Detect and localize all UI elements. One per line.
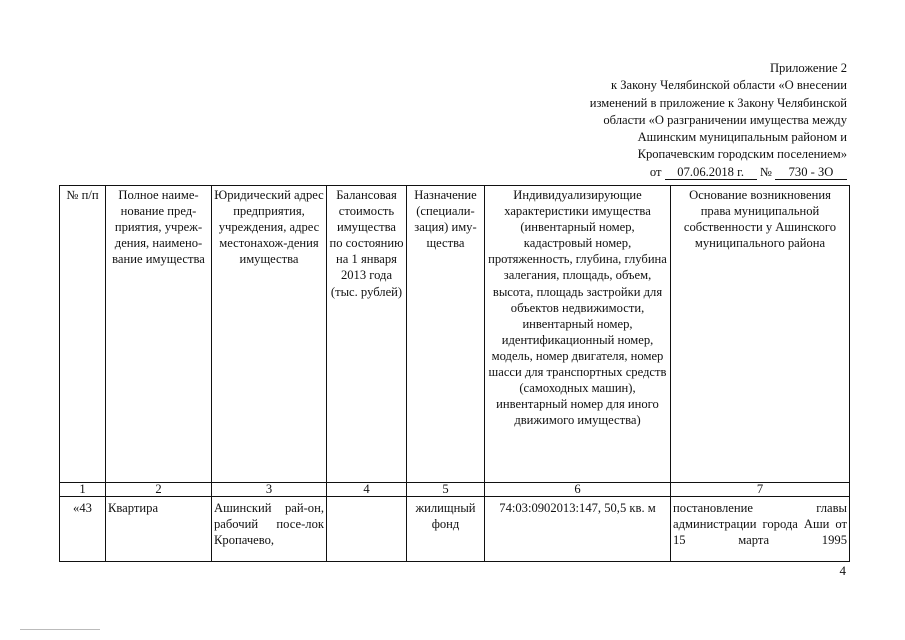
col-header-basis: Основание возникновения права муниципальной собственности у Ашинского муниципального района xyxy=(671,186,850,483)
column-number: 1 xyxy=(60,483,106,497)
table-row xyxy=(60,497,850,562)
column-number: 4 xyxy=(327,483,407,497)
document-header xyxy=(517,60,847,181)
header-line: изменений в приложение к Закону Челябинской xyxy=(589,95,847,110)
col-header-purpose: Назначение (специали-зация) иму-щества xyxy=(407,186,485,483)
column-number: 6 xyxy=(485,483,671,497)
number-prefix: № xyxy=(759,164,772,179)
scan-edge-line xyxy=(20,629,100,630)
col-header-address: Юридический адрес предприятия, учреждения, адрес местонахож-дения имущества xyxy=(212,186,327,483)
date-prefix: от xyxy=(649,164,662,179)
col-header-number: № п/п xyxy=(60,186,106,483)
row-value xyxy=(327,497,407,562)
law-date-number xyxy=(517,164,847,181)
row-address: Ашинский рай-он, рабочий посе-лок Кропачево, xyxy=(212,497,327,562)
table-header-row xyxy=(60,186,850,483)
appendix-title: Приложение 2 xyxy=(769,61,847,75)
column-number: 3 xyxy=(212,483,327,497)
row-characteristics: 74:03:0902013:147, 50,5 кв. м xyxy=(485,497,671,562)
row-number: «43 xyxy=(60,497,106,562)
row-purpose: жилищный фонд xyxy=(407,497,485,562)
header-line: к Закону Челябинской области «О внесении xyxy=(610,78,847,93)
row-basis: постановление главы администрации города Аши от 15 марта 1995 xyxy=(671,497,850,562)
col-header-value: Балансовая стоимость имущества по состоянию на 1 января 2013 года (тыс. рублей) xyxy=(327,186,407,483)
law-number: 730 - ЗО xyxy=(775,165,847,180)
page-number: 4 xyxy=(839,563,846,578)
law-date: 07.06.2018 г. xyxy=(665,165,757,180)
row-name: Квартира xyxy=(106,497,212,562)
header-line: Кропачевским городским поселением» xyxy=(637,147,847,162)
col-header-characteristics: Индивидуализирующие характеристики имущества (инвентарный номер, кадастровый номер, протяженность, глубина, глубина залегания, площадь, объем, высота, площадь застройки для объектов недвижимости, инвентарный номер, идентификационный номер, модель, номер двигателя, номер шасси для транспортных средств (самоходных машин), инвентарный номер для иного движимого имущества) xyxy=(485,186,671,483)
column-number: 7 xyxy=(671,483,850,497)
column-number-row xyxy=(60,483,850,497)
property-table xyxy=(59,185,850,562)
header-line: области «О разграничении имущества между xyxy=(603,112,847,127)
header-line: Ашинским муниципальным районом и xyxy=(637,130,847,145)
col-header-name: Полное наиме-нование пред-приятия, учреж-дения, наимено-вание имущества xyxy=(106,186,212,483)
column-number: 5 xyxy=(407,483,485,497)
column-number: 2 xyxy=(106,483,212,497)
